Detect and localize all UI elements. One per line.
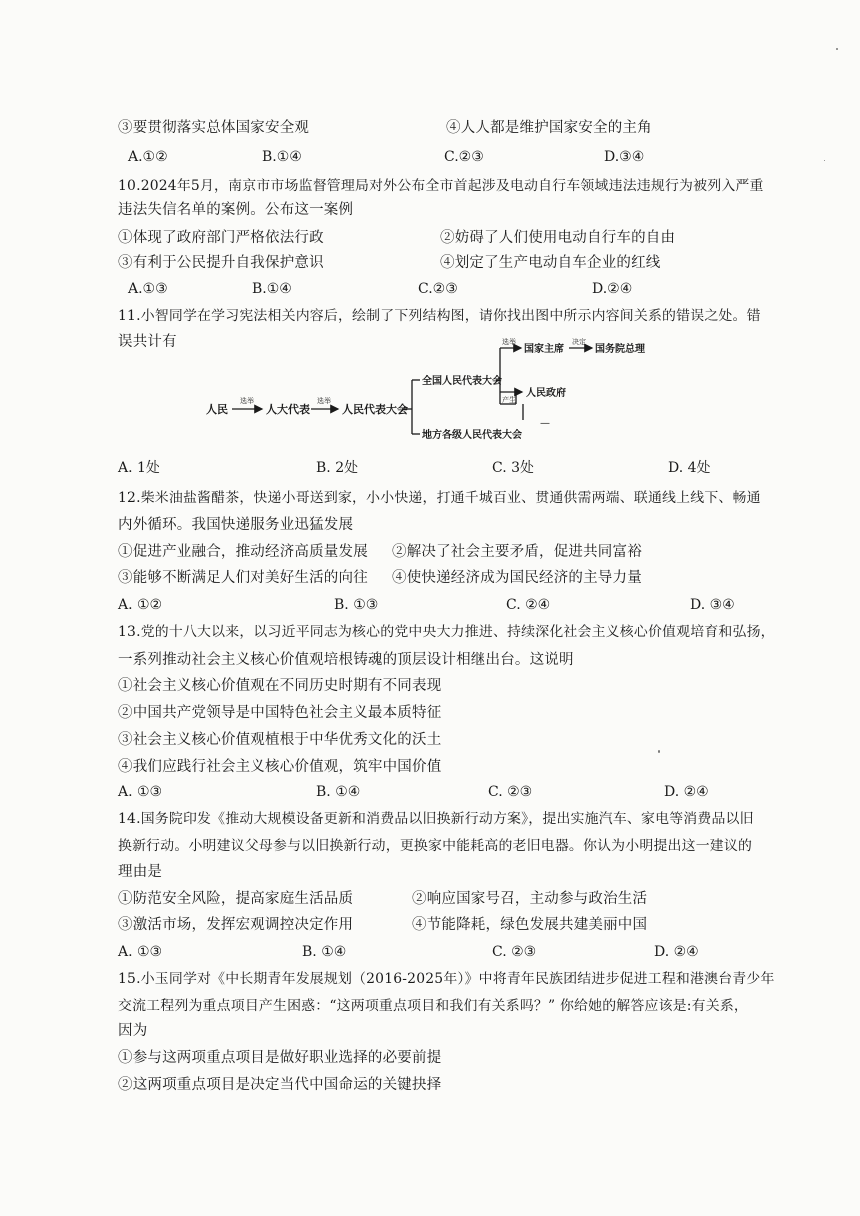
q14-stem-line-2: 换新行动。小明建议父母参与以旧换新行动，更换家中能耗高的老旧电器。你认为小明提出这一建议的 <box>118 838 753 854</box>
q13-statement-2: ②中国共产党领导是中国特色社会主义最本质特征 <box>118 705 442 721</box>
label-decide: 决定 <box>572 338 586 346</box>
q10-option-b: B.①④ <box>252 281 292 297</box>
q12-stem-line-2: 内外循环。我国快递服务业迅猛发展 <box>118 517 354 533</box>
q12-statement-1: ①促进产业融合，推动经济高质量发展 <box>118 544 368 560</box>
q9-statement-3: ③要贯彻落实总体国家安全观 <box>118 120 310 136</box>
q14-statement-4: ④节能降耗，绿色发展共建美丽中国 <box>412 917 648 933</box>
q11-stem-line-1: 11.小智同学在学习宪法相关内容后，绘制了下列结构图，请你找出图中所示内容间关系的错误之处。错 <box>118 308 761 324</box>
q10-statement-4: ④划定了生产电动自车企业的红线 <box>440 255 661 271</box>
q13-stem-line-1: 13.党的十八大以来，以习近平同志为核心的党中央大力推进、持续深化社会主义核心价值观培育和弘扬， <box>118 624 775 640</box>
q12-option-a: A. ①② <box>118 597 163 613</box>
node-local-congress: 地方各级人民代表大会 <box>422 430 522 441</box>
q12-statement-4: ④使快递经济成为国民经济的主导力量 <box>392 570 642 586</box>
q15-statement-2: ②这两项重点项目是决定当代中国命运的关键抉择 <box>118 1077 442 1093</box>
node-president: 国家主席 <box>524 344 564 355</box>
q15-statement-1: ①参与这两项重点项目是做好职业选择的必要前提 <box>118 1050 442 1066</box>
q15-stem-line-2: 交流工程列为重点项目产生困惑：“这两项重点项目和我们有关系吗？” 你给她的解答应该是:有关系， <box>118 998 748 1014</box>
scan-speck <box>836 48 838 50</box>
q12-option-c: C. ②④ <box>506 597 551 613</box>
q13-statement-3: ③社会主义核心价值观植根于中华优秀文化的沃土 <box>118 732 442 748</box>
q15-stem-line-1: 15.小玉同学对《中长期青年发展规划（2016-2025年）》中将青年民族团结进步促进工程和港澳台青少年 <box>118 971 775 987</box>
q14-option-b: B. ①④ <box>302 944 347 960</box>
q14-option-d: D. ②④ <box>654 944 699 960</box>
state-structure-diagram <box>0 0 860 470</box>
q9-option-c: C.②③ <box>444 149 484 165</box>
label-elect-2: 选举 <box>317 397 331 405</box>
q13-option-c: C. ②③ <box>488 784 533 800</box>
q9-option-a: A.①② <box>128 149 168 165</box>
scan-speck <box>658 750 660 753</box>
q12-statement-2: ②解决了社会主要矛盾，促进共同富裕 <box>392 544 642 560</box>
q14-statement-3: ③激活市场，发挥宏观调控决定作用 <box>118 917 354 933</box>
q9-statement-4: ④人人都是维护国家安全的主角 <box>446 120 652 136</box>
node-congress: 人民代表大会 <box>342 403 408 416</box>
q10-statement-2: ②妨碍了人们使用电动自行车的自由 <box>440 230 676 246</box>
label-elect-3: 选举 <box>502 338 516 346</box>
q9-option-d: D.③④ <box>604 149 645 165</box>
q11-option-b: B. 2处 <box>316 460 359 476</box>
q10-stem-line-2: 违法失信名单的案例。公布这一案例 <box>118 202 354 218</box>
q10-statement-1: ①体现了政府部门严格依法行政 <box>118 230 324 246</box>
q13-option-a: A. ①③ <box>118 784 163 800</box>
q14-stem-line-3: 理由是 <box>118 864 163 880</box>
q14-option-c: C. ②③ <box>492 944 537 960</box>
q11-option-a: A. 1处 <box>118 460 160 476</box>
q11-option-d: D. 4处 <box>668 460 711 476</box>
node-deputies: 人大代表 <box>266 403 310 416</box>
node-premier: 国务院总理 <box>595 344 645 355</box>
blank-box: — <box>540 418 550 429</box>
q13-option-d: D. ②④ <box>664 784 709 800</box>
node-government: 人民政府 <box>526 388 566 399</box>
q13-stem-line-2: 一系列推动社会主义核心价值观培根铸魂的顶层设计相继出台。这说明 <box>118 652 574 668</box>
q13-option-b: B. ①④ <box>316 784 361 800</box>
node-people: 人民 <box>206 403 228 416</box>
q12-option-b: B. ①③ <box>334 597 379 613</box>
q14-statement-2: ②响应国家号召，主动参与政治生活 <box>412 891 648 907</box>
q13-statement-1: ①社会主义核心价值观在不同历史时期有不同表现 <box>118 678 442 694</box>
q15-stem-line-3: 因为 <box>118 1023 148 1039</box>
scan-speck <box>824 160 825 161</box>
q12-stem-line-1: 12.柴米油盐酱醋茶，快递小哥送到家，小小快递，打通千城百业、贯通供需两端、联通线上线下、畅通 <box>118 490 761 506</box>
label-produce: 产生 <box>502 396 516 404</box>
q10-stem-line-1: 10.2024年5月，南京市市场监督管理局对外公布全市首起涉及电动自行车领域违法违规行为被列入严重 <box>118 178 764 194</box>
q11-option-c: C. 3处 <box>492 460 535 476</box>
q14-statement-1: ①防范安全风险，提高家庭生活品质 <box>118 891 354 907</box>
q12-option-d: D. ③④ <box>690 597 735 613</box>
q12-statement-3: ③能够不断满足人们对美好生活的向往 <box>118 570 368 586</box>
node-npc: 全国人民代表大会 <box>422 376 502 387</box>
label-elect-1: 选举 <box>240 397 254 405</box>
q14-stem-line-1: 14.国务院印发《推动大规模设备更新和消费品以旧换新行动方案》，提出实施汽车、家电等消费品以旧 <box>118 811 754 827</box>
q13-statement-4: ④我们应践行社会主义核心价值观，筑牢中国价值 <box>118 759 442 775</box>
q10-statement-3: ③有利于公民提升自我保护意识 <box>118 255 324 271</box>
q11-stem-line-2: 误共计有 <box>118 334 177 350</box>
q9-option-b: B.①④ <box>262 149 302 165</box>
q10-option-d: D.②④ <box>592 281 633 297</box>
q14-option-a: A. ①③ <box>118 944 163 960</box>
q10-option-c: C.②③ <box>418 281 458 297</box>
q10-option-a: A.①③ <box>128 281 168 297</box>
